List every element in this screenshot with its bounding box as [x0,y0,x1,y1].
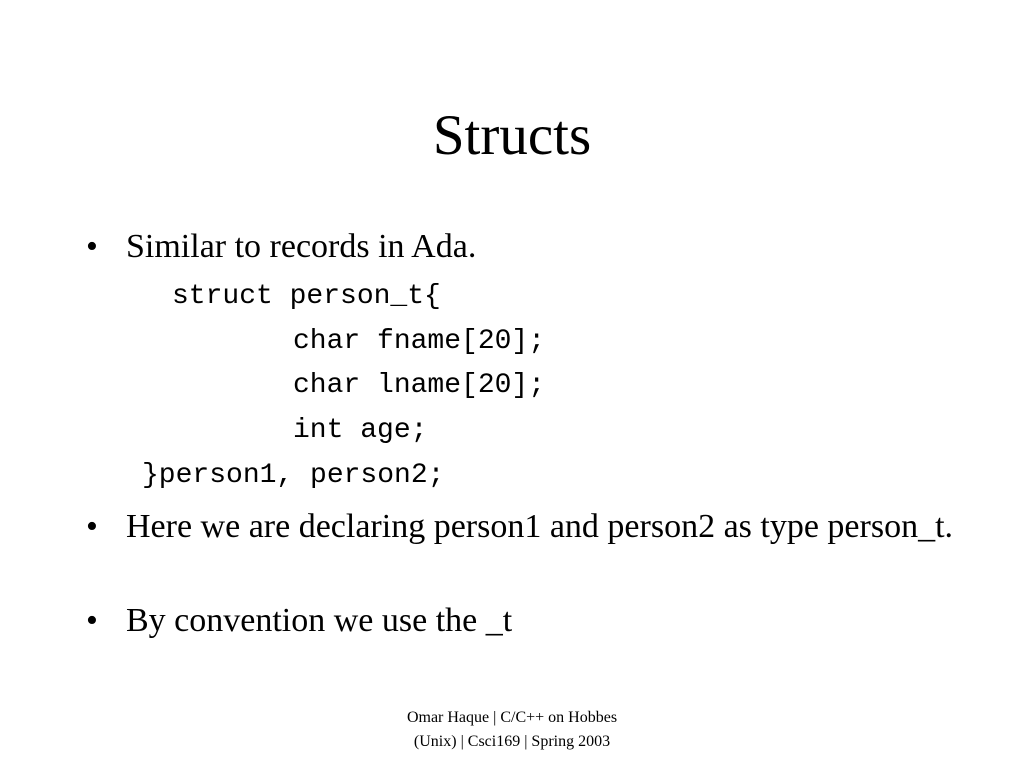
bullet-dot: • [86,602,98,639]
slide-footer [312,706,712,754]
bullet-item [86,226,966,268]
code-line: struct person_t{ [172,281,441,312]
code-line: char lname[20]; [293,370,546,401]
bullet-text: Here we are declaring person1 and person2 as type person_t. [126,508,954,545]
bullet-item [86,506,966,548]
code-line: }person1, person2; [142,460,445,491]
slide-title: Structs [432,104,592,167]
bullet-text: Similar to records in Ada. [126,228,477,265]
bullet-dot: • [86,508,98,545]
bullet-text: By convention we use the _t [126,602,513,639]
code-line: char fname[20]; [293,326,546,357]
footer-line: (Unix) | Csci169 | Spring 2003 [413,733,611,750]
bullet-item [86,600,966,642]
bullet-dot: • [86,228,98,265]
footer-line: Omar Haque | C/C++ on Hobbes [406,709,618,726]
code-line: int age; [293,415,428,446]
